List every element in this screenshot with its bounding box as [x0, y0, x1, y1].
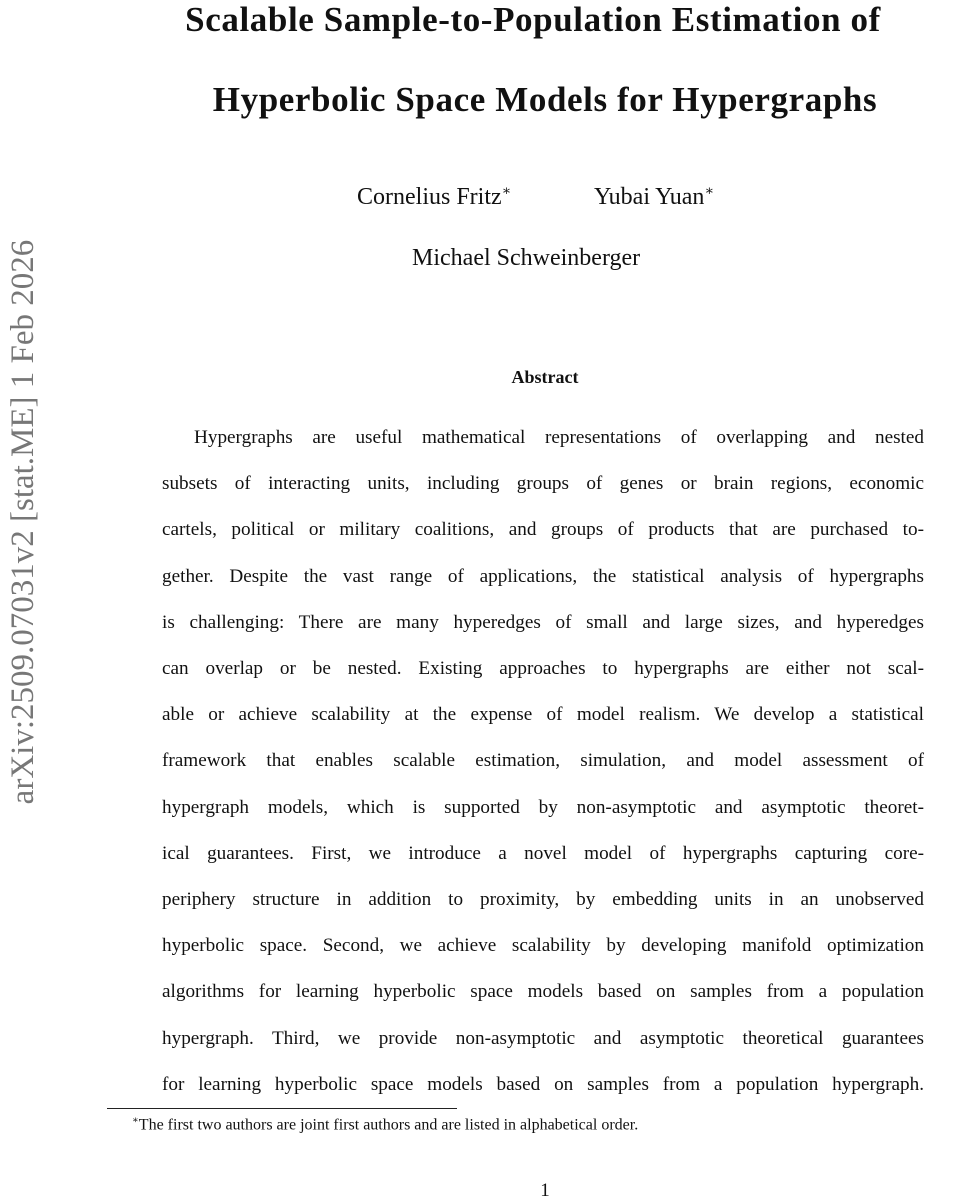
title-line-2: Hyperbolic Space Models for Hypergraphs [212, 80, 878, 119]
footnote-mark: ∗ [132, 1115, 139, 1126]
footnote-rule [107, 1108, 457, 1109]
arxiv-stamp: arXiv:2509.07031v2 [stat.ME] 1 Feb 2026 [5, 239, 41, 805]
abstract-line: subsets of interacting units, including groups of genes or brain regions, economic [162, 473, 924, 495]
abstract-line: hypergraph. Third, we provide non-asymptotic and asymptotic theoretical guarantees [162, 1027, 924, 1049]
abstract-line: periphery structure in addition to proximity, by embedding units in an unobserved [162, 889, 924, 910]
author-name: Cornelius Fritz [357, 184, 502, 210]
author-mark: ∗ [501, 184, 512, 199]
author-3 [412, 245, 640, 272]
abstract-line: can overlap or be nested. Existing approaches to hypergraphs are either not scal- [162, 658, 924, 679]
abstract-line: cartels, political or military coalitions, and groups of products that are purchased to- [162, 519, 924, 541]
footnote-text: The first two authors are joint first authors and are listed in alphabetical order. [138, 1116, 639, 1134]
abstract-line: Hypergraphs are useful mathematical representations of overlapping and nested [194, 427, 924, 448]
abstract-line: hypergraph models, which is supported by non-asymptotic and asymptotic theoret- [162, 796, 924, 818]
abstract-heading: Abstract [511, 367, 579, 387]
abstract-line: for learning hyperbolic space models based on samples from a population hypergraph. [162, 1073, 924, 1095]
author-2 [594, 183, 714, 211]
author-name: Yubai Yuan [594, 184, 705, 210]
abstract-line: is challenging: There are many hyperedges of small and large sizes, and hyperedges [162, 611, 924, 633]
abstract-line: ical guarantees. First, we introduce a novel model of hypergraphs capturing core- [162, 842, 924, 864]
footnote [132, 1115, 638, 1134]
author-mark: ∗ [704, 184, 714, 199]
title-line-1: Scalable Sample-to-Population Estimation of [185, 0, 881, 39]
abstract-line: algorithms for learning hyperbolic space models based on samples from a population [162, 981, 924, 1003]
page-number: 1 [540, 1180, 550, 1201]
abstract-line: hyperbolic space. Second, we achieve scalability by developing manifold optimization [162, 935, 924, 957]
abstract-line: able or achieve scalability at the expense of model realism. We develop a statistical [162, 704, 924, 726]
author-name: Michael Schweinberger [412, 245, 641, 271]
abstract-line: gether. Despite the vast range of applications, the statistical analysis of hypergraphs [162, 565, 924, 587]
author-1 [357, 183, 511, 211]
abstract-line: framework that enables scalable estimation, simulation, and model assessment of [162, 750, 924, 772]
